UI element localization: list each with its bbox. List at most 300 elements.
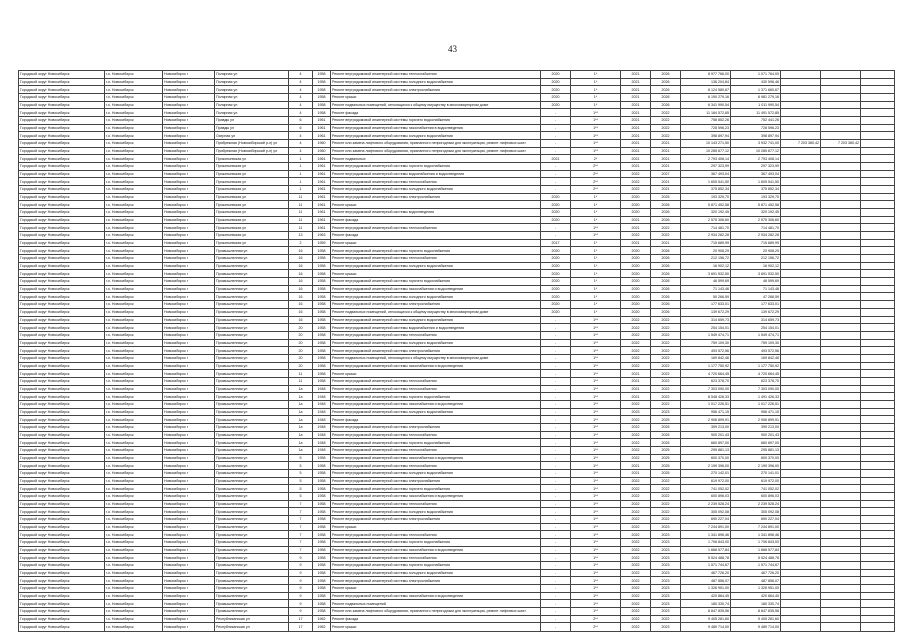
cell-cost: 399 213,00 xyxy=(681,423,731,431)
cell-extra-3 xyxy=(861,347,895,355)
cell-plan-year: - xyxy=(541,585,571,593)
cell-street: Промышленная ул xyxy=(215,485,289,493)
cell-plan-year: 2020 xyxy=(541,86,571,94)
cell-priority: 1** xyxy=(571,423,621,431)
cell-municipality: Городской округ Новосибирск xyxy=(19,431,105,439)
cell-city: Новосибирск г xyxy=(163,339,215,347)
cell-year: 1961 xyxy=(313,186,331,194)
cell-municipality: Городской округ Новосибирск xyxy=(19,546,105,554)
cell-street: Промышленная ул xyxy=(215,354,289,362)
cell-year: 1961 xyxy=(313,224,331,232)
cell-extra-3 xyxy=(861,124,895,132)
cell-municipality: Городской округ Новосибирск xyxy=(19,454,105,462)
cell-year: 1962 xyxy=(313,623,331,632)
cell-cost-total: 398 897,94 xyxy=(731,132,781,140)
cell-municipality: Городской округ Новосибирск xyxy=(19,201,105,209)
cell-year: 1961 xyxy=(313,132,331,140)
cell-city: Новосибирск г xyxy=(163,239,215,247)
cell-extra-1 xyxy=(781,569,821,577)
cell-year: 1948 xyxy=(313,400,331,408)
cell-cost: 2 793 408,14 xyxy=(681,155,731,163)
cell-year: 1958 xyxy=(313,508,331,516)
cell-settlement: г.о. Новосибирск xyxy=(105,347,163,355)
cell-cost-total: 619 972,00 xyxy=(731,477,781,485)
cell-end-year: 2022 xyxy=(651,485,681,493)
cell-plan-year: 2021 xyxy=(541,155,571,163)
cell-municipality: Городской округ Новосибирск xyxy=(19,186,105,194)
cell-street: Промышленная ул xyxy=(215,308,289,316)
cell-cost: 136 204,84 xyxy=(681,78,731,86)
cell-settlement: г.о. Новосибирск xyxy=(105,163,163,171)
cell-extra-2 xyxy=(821,492,861,500)
table-row xyxy=(19,132,895,140)
cell-start-year: 2022 xyxy=(621,232,651,240)
cell-municipality: Городской округ Новосибирск xyxy=(19,354,105,362)
cell-plan-year: 2020 xyxy=(541,201,571,209)
cell-work-type: Ремонт фасада xyxy=(331,216,541,224)
cell-year: 1958 xyxy=(313,500,331,508)
cell-priority: 1** xyxy=(571,370,621,378)
cell-municipality: Городской округ Новосибирск xyxy=(19,209,105,217)
cell-plan-year: - xyxy=(541,554,571,562)
cell-work-type: Ремонт подвальных помещений xyxy=(331,600,541,608)
cell-street: Промышленная ул xyxy=(215,247,289,255)
cell-extra-3 xyxy=(861,201,895,209)
cell-end-year: 2022 xyxy=(651,362,681,370)
cell-house: 1 xyxy=(289,163,313,171)
cell-cost-total: 1 491 426,33 xyxy=(731,393,781,401)
cell-settlement: г.о. Новосибирск xyxy=(105,170,163,178)
cell-priority: 1** xyxy=(571,469,621,477)
cell-plan-year: - xyxy=(541,592,571,600)
cell-municipality: Городской округ Новосибирск xyxy=(19,469,105,477)
cell-extra-1 xyxy=(781,193,821,201)
cell-year: 1958 xyxy=(313,331,331,339)
cell-house: 7 xyxy=(289,531,313,539)
cell-cost-total: 3 691 532,50 xyxy=(731,270,781,278)
cell-work-type: Ремонт внутридомовой инженерной системы теплоснабжения xyxy=(331,385,541,393)
cell-cost-total: 2 934 282,28 xyxy=(731,232,781,240)
cell-work-type: Ремонт внутридомовой инженерной системы холодного водоснабжения xyxy=(331,408,541,416)
cell-municipality: Городской округ Новосибирск xyxy=(19,531,105,539)
cell-start-year: 2022 xyxy=(621,623,651,632)
cell-house: 6 xyxy=(289,117,313,125)
cell-extra-2 xyxy=(821,186,861,194)
cell-cost: 16 902,12 xyxy=(681,262,731,270)
cell-cost-total: 1 177 750,92 xyxy=(731,362,781,370)
cell-city: Новосибирск г xyxy=(163,262,215,270)
table-row xyxy=(19,508,895,516)
cell-cost: 367 493,04 xyxy=(681,170,731,178)
cell-extra-2 xyxy=(821,71,861,79)
cell-settlement: г.о. Новосибирск xyxy=(105,377,163,385)
cell-plan-year: - xyxy=(541,385,571,393)
cell-priority: 1* xyxy=(571,209,621,217)
cell-extra-3 xyxy=(861,362,895,370)
cell-cost-total: 4 720 664,45 xyxy=(731,370,781,378)
cell-street: Промышленная ул xyxy=(215,469,289,477)
cell-end-year: 2022 xyxy=(651,477,681,485)
cell-settlement: г.о. Новосибирск xyxy=(105,147,163,155)
cell-plan-year: - xyxy=(541,523,571,531)
cell-extra-1 xyxy=(781,278,821,286)
cell-extra-2 xyxy=(821,255,861,263)
cell-city: Новосибирск г xyxy=(163,155,215,163)
cell-year: 1958 xyxy=(313,278,331,286)
cell-city: Новосибирск г xyxy=(163,324,215,332)
cell-work-type: Ремонт внутридомовой инженерной системы горячего водоснабжения xyxy=(331,278,541,286)
cell-start-year: 2021 xyxy=(621,239,651,247)
cell-extra-3 xyxy=(861,163,895,171)
cell-extra-3 xyxy=(861,78,895,86)
cell-city: Новосибирск г xyxy=(163,600,215,608)
cell-street: Промышленная ул xyxy=(215,477,289,485)
cell-house: 1 xyxy=(289,155,313,163)
cell-plan-year: - xyxy=(541,316,571,324)
cell-extra-1 xyxy=(781,400,821,408)
cell-extra-3 xyxy=(861,492,895,500)
cell-work-type: Ремонт внутридомовой инженерной системы теплоснабжения xyxy=(331,431,541,439)
cell-settlement: г.о. Новосибирск xyxy=(105,101,163,109)
cell-extra-3 xyxy=(861,585,895,593)
cell-city: Новосибирск г xyxy=(163,508,215,516)
cell-extra-1 xyxy=(781,500,821,508)
cell-street: Промышленная ул xyxy=(215,285,289,293)
cell-cost: 180 330,74 xyxy=(681,600,731,608)
cell-year: 1960 xyxy=(313,140,331,148)
cell-city: Новосибирск г xyxy=(163,439,215,447)
cell-start-year: 2021 xyxy=(621,147,651,155)
table-row xyxy=(19,393,895,401)
cell-street: Прибрежная (Новосибирский р-н) ул xyxy=(215,147,289,155)
cell-settlement: г.о. Новосибирск xyxy=(105,585,163,593)
cell-extra-2 xyxy=(821,508,861,516)
cell-cost: 297 323,99 xyxy=(681,163,731,171)
cell-start-year: 2022 xyxy=(621,600,651,608)
cell-extra-2 xyxy=(821,86,861,94)
cell-end-year: 2023 xyxy=(651,538,681,546)
table-row xyxy=(19,71,895,79)
cell-extra-2 xyxy=(821,147,861,155)
cell-municipality: Городской округ Новосибирск xyxy=(19,331,105,339)
cell-cost: 715 689,99 xyxy=(681,239,731,247)
table-row xyxy=(19,416,895,424)
cell-house: 16 xyxy=(289,316,313,324)
cell-city: Новосибирск г xyxy=(163,416,215,424)
cell-settlement: г.о. Новосибирск xyxy=(105,423,163,431)
cell-cost-total: 1 668 577,84 xyxy=(731,546,781,554)
cell-extra-1 xyxy=(781,615,821,623)
cell-extra-3 xyxy=(861,423,895,431)
cell-work-type: Ремонт внутридомовой инженерной системы газоснабжения и водоотведения xyxy=(331,285,541,293)
cell-settlement: г.о. Новосибирск xyxy=(105,270,163,278)
cell-extra-3 xyxy=(861,216,895,224)
cell-cost: 2 934 282,28 xyxy=(681,232,731,240)
cell-cost: 2 239 528,24 xyxy=(681,500,731,508)
cell-settlement: г.о. Новосибирск xyxy=(105,94,163,102)
cell-street: Промышленная ул xyxy=(215,347,289,355)
cell-cost-total: 7 244 891,00 xyxy=(731,523,781,531)
cell-municipality: Городской округ Новосибирск xyxy=(19,232,105,240)
cell-priority: 1** xyxy=(571,408,621,416)
cell-city: Новосибирск г xyxy=(163,247,215,255)
cell-end-year: 2023 xyxy=(651,600,681,608)
cell-street: Прокопьевская ул xyxy=(215,186,289,194)
cell-priority: 1** xyxy=(571,416,621,424)
cell-house: 20 xyxy=(289,331,313,339)
cell-priority: 2** xyxy=(571,178,621,186)
cell-extra-3 xyxy=(861,523,895,531)
cell-start-year: 2020 xyxy=(621,255,651,263)
cell-settlement: г.о. Новосибирск xyxy=(105,462,163,470)
table-row xyxy=(19,270,895,278)
cell-extra-2 xyxy=(821,94,861,102)
cell-plan-year: 2020 xyxy=(541,278,571,286)
cell-extra-3 xyxy=(861,562,895,570)
table-row xyxy=(19,293,895,301)
cell-cost-total: 71 143,46 xyxy=(731,285,781,293)
cell-extra-2 xyxy=(821,278,861,286)
cell-settlement: г.о. Новосибирск xyxy=(105,354,163,362)
cell-end-year: 2022 xyxy=(651,400,681,408)
cell-extra-3 xyxy=(861,592,895,600)
cell-municipality: Городской округ Новосибирск xyxy=(19,554,105,562)
cell-extra-1 xyxy=(781,147,821,155)
cell-house: 6 xyxy=(289,124,313,132)
cell-municipality: Городской округ Новосибирск xyxy=(19,339,105,347)
cell-priority: 1** xyxy=(571,485,621,493)
cell-settlement: г.о. Новосибирск xyxy=(105,193,163,201)
cell-settlement: г.о. Новосибирск xyxy=(105,600,163,608)
cell-priority: 1** xyxy=(571,577,621,585)
cell-priority: 1* xyxy=(571,278,621,286)
cell-priority: 1** xyxy=(571,431,621,439)
cell-priority: 1** xyxy=(571,331,621,339)
table-row xyxy=(19,301,895,309)
cell-year: 1958 xyxy=(313,600,331,608)
cell-cost-total: 714 481,70 xyxy=(731,224,781,232)
cell-cost-total: 715 689,99 xyxy=(731,239,781,247)
cell-municipality: Городской округ Новосибирск xyxy=(19,408,105,416)
cell-municipality: Городской округ Новосибирск xyxy=(19,324,105,332)
cell-extra-1 xyxy=(781,239,821,247)
cell-year: 1958 xyxy=(313,377,331,385)
cell-start-year: 2022 xyxy=(621,178,651,186)
cell-street: Промышленная ул xyxy=(215,515,289,523)
cell-extra-1 xyxy=(781,562,821,570)
cell-street: Промышленная ул xyxy=(215,262,289,270)
cell-extra-2 xyxy=(821,209,861,217)
table-row xyxy=(19,423,895,431)
cell-work-type: Ремонт фасада xyxy=(331,615,541,623)
cell-extra-1 xyxy=(781,339,821,347)
cell-settlement: г.о. Новосибирск xyxy=(105,209,163,217)
cell-extra-1 xyxy=(781,301,821,309)
cell-extra-2 xyxy=(821,347,861,355)
cell-year: 1958 xyxy=(313,270,331,278)
cell-year: 1958 xyxy=(313,554,331,562)
cell-start-year: 2021 xyxy=(621,377,651,385)
cell-extra-1 xyxy=(781,293,821,301)
cell-cost-total: 487 856,07 xyxy=(731,577,781,585)
cell-municipality: Городской округ Новосибирск xyxy=(19,109,105,117)
cell-street: Промышленная ул xyxy=(215,569,289,577)
cell-plan-year: - xyxy=(541,408,571,416)
cell-extra-2: 7 203 380,42 xyxy=(821,140,861,148)
cell-start-year: 2022 xyxy=(621,562,651,570)
cell-end-year: 2021 xyxy=(651,155,681,163)
table-row xyxy=(19,239,895,247)
cell-priority: 1** xyxy=(571,508,621,516)
cell-work-type: Ремонт внутридомовой инженерной системы теплоснабжения xyxy=(331,462,541,470)
cell-extra-1 xyxy=(781,94,821,102)
cell-street: Промышленная ул xyxy=(215,508,289,516)
cell-city: Новосибирск г xyxy=(163,216,215,224)
cell-plan-year: - xyxy=(541,423,571,431)
cell-street: Промышленная ул xyxy=(215,324,289,332)
cell-house: 11 xyxy=(289,370,313,378)
cell-start-year: 2022 xyxy=(621,569,651,577)
cell-house: 5 xyxy=(289,485,313,493)
cell-plan-year: - xyxy=(541,339,571,347)
cell-extra-1 xyxy=(781,262,821,270)
cell-settlement: г.о. Новосибирск xyxy=(105,331,163,339)
cell-extra-2 xyxy=(821,585,861,593)
cell-street: Промышленная ул xyxy=(215,446,289,454)
cell-extra-2 xyxy=(821,109,861,117)
cell-extra-2 xyxy=(821,531,861,539)
cell-year: 1958 xyxy=(313,577,331,585)
cell-settlement: г.о. Новосибирск xyxy=(105,308,163,316)
cell-cost-total: 956 471,15 xyxy=(731,408,781,416)
cell-cost: 420 864,45 xyxy=(681,592,731,600)
cell-priority: 1** xyxy=(571,393,621,401)
cell-street: Прокопьевская ул xyxy=(215,209,289,217)
cell-extra-2 xyxy=(821,462,861,470)
cell-year: 1958 xyxy=(313,78,331,86)
table-row xyxy=(19,101,895,109)
cell-work-type: Ремонт внутридомовой инженерной системы электроснабжения xyxy=(331,515,541,523)
cell-plan-year: - xyxy=(541,324,571,332)
cell-city: Новосибирск г xyxy=(163,124,215,132)
cell-extra-2 xyxy=(821,78,861,86)
cell-start-year: 2022 xyxy=(621,316,651,324)
cell-start-year: 2021 xyxy=(621,393,651,401)
table-row xyxy=(19,316,895,324)
cell-extra-3 xyxy=(861,262,895,270)
cell-extra-3 xyxy=(861,278,895,286)
cell-extra-2 xyxy=(821,216,861,224)
cell-extra-1 xyxy=(781,485,821,493)
cell-house: 11 xyxy=(289,193,313,201)
cell-extra-3 xyxy=(861,186,895,194)
cell-extra-3 xyxy=(861,569,895,577)
cell-plan-year: - xyxy=(541,416,571,424)
cell-settlement: г.о. Новосибирск xyxy=(105,546,163,554)
cell-work-type: Ремонт внутридомовой инженерной системы холодного водоснабжения xyxy=(331,316,541,324)
cell-house: 9 xyxy=(289,569,313,577)
cell-priority: 1* xyxy=(571,255,621,263)
cell-municipality: Городской округ Новосибирск xyxy=(19,71,105,79)
cell-cost: 714 481,70 xyxy=(681,224,731,232)
cell-cost-total: 11 491 572,85 xyxy=(731,109,781,117)
cell-end-year: 2022 xyxy=(651,500,681,508)
cell-work-type: Ремонт внутридомовой инженерной системы теплоснабжения xyxy=(331,554,541,562)
cell-extra-1 xyxy=(781,377,821,385)
cell-cost: 71 143,46 xyxy=(681,285,731,293)
cell-year: 1958 xyxy=(313,255,331,263)
cell-extra-2 xyxy=(821,354,861,362)
cell-extra-1 xyxy=(781,385,821,393)
cell-start-year: 2021 xyxy=(621,224,651,232)
cell-work-type: Ремонт внутридомовой инженерной системы электроснабжения xyxy=(331,477,541,485)
cell-extra-2 xyxy=(821,170,861,178)
cell-start-year: 2021 xyxy=(621,462,651,470)
cell-end-year: 2023 xyxy=(651,554,681,562)
cell-plan-year: - xyxy=(541,562,571,570)
cell-extra-1 xyxy=(781,347,821,355)
cell-start-year: 2020 xyxy=(621,308,651,316)
cell-start-year: 2022 xyxy=(621,531,651,539)
table-row xyxy=(19,78,895,86)
cell-year: 1961 xyxy=(313,155,331,163)
cell-end-year: 2026 xyxy=(651,94,681,102)
cell-cost-total: 10 285 677,12 xyxy=(731,147,781,155)
table-row xyxy=(19,538,895,546)
cell-extra-1 xyxy=(781,462,821,470)
cell-street: Промышленная ул xyxy=(215,562,289,570)
cell-extra-3 xyxy=(861,608,895,616)
cell-start-year: 2021 xyxy=(621,101,651,109)
cell-end-year: 2025 xyxy=(651,454,681,462)
cell-extra-1 xyxy=(781,439,821,447)
cell-year: 1948 xyxy=(313,439,331,447)
cell-cost: 1 706 843,00 xyxy=(681,538,731,546)
cell-plan-year: 2020 xyxy=(541,209,571,217)
cell-end-year: 2023 xyxy=(651,585,681,593)
cell-street: Промышленная ул xyxy=(215,362,289,370)
cell-work-type: Ремонт внутридомовой инженерной системы газоснабжения и водоотведения xyxy=(331,362,541,370)
cell-extra-2 xyxy=(821,262,861,270)
cell-priority: 1** xyxy=(571,362,621,370)
cell-end-year: 2021 xyxy=(651,163,681,171)
cell-priority: 1* xyxy=(571,94,621,102)
table-row xyxy=(19,585,895,593)
cell-extra-3 xyxy=(861,232,895,240)
cell-municipality: Городской округ Новосибирск xyxy=(19,592,105,600)
cell-house: 9 xyxy=(289,585,313,593)
cell-priority: 1** xyxy=(571,592,621,600)
cell-city: Новосибирск г xyxy=(163,562,215,570)
cell-cost-total: 305 092,08 xyxy=(731,508,781,516)
cell-start-year: 2022 xyxy=(621,515,651,523)
cell-house: 16 xyxy=(289,285,313,293)
cell-end-year: 2023 xyxy=(651,546,681,554)
cell-municipality: Городской округ Новосибирск xyxy=(19,308,105,316)
cell-extra-1 xyxy=(781,546,821,554)
cell-extra-1 xyxy=(781,216,821,224)
cell-priority: 1** xyxy=(571,531,621,539)
cell-work-type: Ремонт внутридомовой инженерной системы водоснабжения и водоотведения xyxy=(331,324,541,332)
cell-end-year: 2022 xyxy=(651,324,681,332)
table-row xyxy=(19,485,895,493)
cell-plan-year: - xyxy=(541,577,571,585)
cell-end-year: 2022 xyxy=(651,492,681,500)
cell-extra-3 xyxy=(861,94,895,102)
cell-city: Новосибирск г xyxy=(163,331,215,339)
cell-cost: 20 908,29 xyxy=(681,247,731,255)
cell-cost: 1 326 951,00 xyxy=(681,585,731,593)
